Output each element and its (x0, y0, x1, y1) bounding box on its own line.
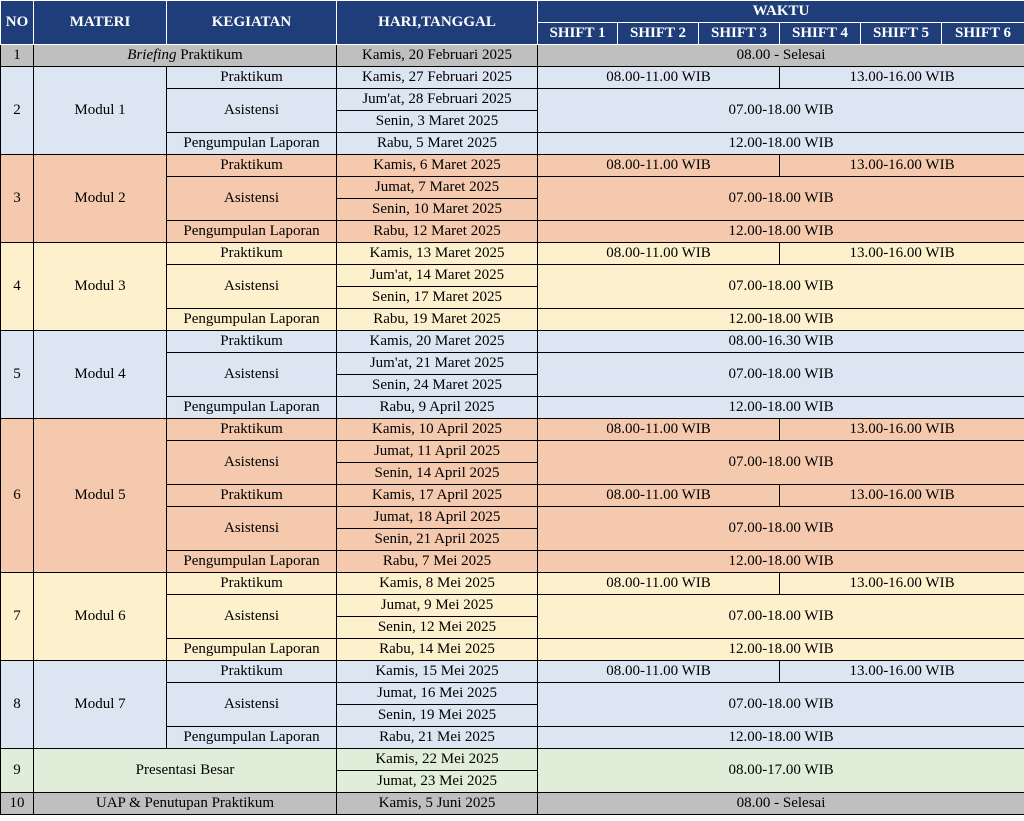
date-cell: Senin, 17 Maret 2025 (337, 287, 538, 309)
time-cell-morning: 08.00-11.00 WIB (538, 485, 780, 507)
kegiatan-cell: Asistensi (167, 265, 337, 309)
table-row (1, 67, 1024, 89)
materi-cell: Modul 6 (34, 573, 167, 661)
date-cell: Senin, 19 Mei 2025 (337, 705, 538, 727)
date-cell: Jum'at, 14 Maret 2025 (337, 265, 538, 287)
table-header (1, 1, 1024, 45)
date-cell: Jumat, 23 Mei 2025 (337, 771, 538, 793)
table-body (1, 45, 1024, 815)
materi-cell: Modul 5 (34, 419, 167, 573)
time-cell-morning: 08.00-11.00 WIB (538, 243, 780, 265)
date-cell: Senin, 24 Maret 2025 (337, 375, 538, 397)
date-cell: Kamis, 27 Februari 2025 (337, 67, 538, 89)
date-cell: Kamis, 13 Maret 2025 (337, 243, 538, 265)
date-cell: Kamis, 6 Maret 2025 (337, 155, 538, 177)
date-cell: Jumat, 16 Mei 2025 (337, 683, 538, 705)
materi-cell (34, 45, 337, 67)
time-cell: 07.00-18.00 WIB (538, 265, 1024, 309)
col-header-shift-2: SHIFT 2 (618, 23, 699, 45)
table-row (1, 155, 1024, 177)
date-cell: Jum'at, 21 Maret 2025 (337, 353, 538, 375)
kegiatan-cell: Asistensi (167, 89, 337, 133)
row-number: 8 (1, 661, 34, 749)
kegiatan-cell: Pengumpulan Laporan (167, 397, 337, 419)
time-cell: 07.00-18.00 WIB (538, 353, 1024, 397)
date-cell: Rabu, 21 Mei 2025 (337, 727, 538, 749)
kegiatan-cell: Praktikum (167, 331, 337, 353)
date-cell: Kamis, 5 Juni 2025 (337, 793, 538, 815)
table-row (1, 419, 1024, 441)
date-cell: Jum'at, 28 Februari 2025 (337, 89, 538, 111)
time-cell: 07.00-18.00 WIB (538, 441, 1024, 485)
date-cell: Rabu, 5 Maret 2025 (337, 133, 538, 155)
row-number: 3 (1, 155, 34, 243)
kegiatan-cell: Pengumpulan Laporan (167, 221, 337, 243)
date-cell: Jumat, 9 Mei 2025 (337, 595, 538, 617)
time-cell: 08.00-16.30 WIB (538, 331, 1024, 353)
time-cell-morning: 08.00-11.00 WIB (538, 155, 780, 177)
table-row (1, 793, 1024, 815)
col-header-shift-6: SHIFT 6 (942, 23, 1024, 45)
date-cell: Kamis, 17 April 2025 (337, 485, 538, 507)
kegiatan-cell: Praktikum (167, 661, 337, 683)
col-header-hari-tanggal: HARI,TANGGAL (337, 1, 538, 45)
kegiatan-cell: Asistensi (167, 441, 337, 485)
kegiatan-cell: Praktikum (167, 67, 337, 89)
kegiatan-cell: Asistensi (167, 177, 337, 221)
materi-cell: Modul 4 (34, 331, 167, 419)
kegiatan-cell: Praktikum (167, 243, 337, 265)
col-header-shift-3: SHIFT 3 (699, 23, 780, 45)
date-cell: Kamis, 10 April 2025 (337, 419, 538, 441)
materi-cell: Modul 7 (34, 661, 167, 749)
time-cell-morning: 08.00-11.00 WIB (538, 67, 780, 89)
table-row (1, 331, 1024, 353)
date-cell: Kamis, 15 Mei 2025 (337, 661, 538, 683)
materi-italic-label: Briefing (127, 47, 177, 63)
time-cell: 12.00-18.00 WIB (538, 397, 1024, 419)
time-cell-afternoon: 13.00-16.00 WIB (780, 155, 1024, 177)
table-row (1, 749, 1024, 771)
col-header-shift-5: SHIFT 5 (861, 23, 942, 45)
col-header-no: NO (1, 1, 34, 45)
row-number: 4 (1, 243, 34, 331)
kegiatan-cell: Praktikum (167, 485, 337, 507)
kegiatan-cell: Asistensi (167, 353, 337, 397)
kegiatan-cell: Pengumpulan Laporan (167, 639, 337, 661)
col-header-shift-1: SHIFT 1 (538, 23, 618, 45)
kegiatan-cell: Pengumpulan Laporan (167, 727, 337, 749)
time-cell-afternoon: 13.00-16.00 WIB (780, 243, 1024, 265)
materi-cell: UAP & Penutupan Praktikum (34, 793, 337, 815)
time-cell: 08.00 - Selesai (538, 45, 1024, 67)
table-row (1, 573, 1024, 595)
row-number: 2 (1, 67, 34, 155)
time-cell: 07.00-18.00 WIB (538, 89, 1024, 133)
time-cell-afternoon: 13.00-16.00 WIB (780, 573, 1024, 595)
materi-cell: Modul 1 (34, 67, 167, 155)
time-cell: 08.00-17.00 WIB (538, 749, 1024, 793)
time-cell-afternoon: 13.00-16.00 WIB (780, 419, 1024, 441)
date-cell: Senin, 14 April 2025 (337, 463, 538, 485)
date-cell: Rabu, 9 April 2025 (337, 397, 538, 419)
row-number: 5 (1, 331, 34, 419)
kegiatan-cell: Asistensi (167, 595, 337, 639)
row-number: 7 (1, 573, 34, 661)
time-cell: 07.00-18.00 WIB (538, 507, 1024, 551)
date-cell: Rabu, 12 Maret 2025 (337, 221, 538, 243)
kegiatan-cell: Pengumpulan Laporan (167, 133, 337, 155)
kegiatan-cell: Pengumpulan Laporan (167, 309, 337, 331)
time-cell-morning: 08.00-11.00 WIB (538, 661, 780, 683)
date-cell: Kamis, 20 Maret 2025 (337, 331, 538, 353)
date-cell: Jumat, 11 April 2025 (337, 441, 538, 463)
time-cell-afternoon: 13.00-16.00 WIB (780, 67, 1024, 89)
materi-cell: Modul 2 (34, 155, 167, 243)
time-cell: 12.00-18.00 WIB (538, 133, 1024, 155)
kegiatan-cell: Asistensi (167, 507, 337, 551)
col-header-waktu: WAKTU (538, 1, 1024, 23)
time-cell-afternoon: 13.00-16.00 WIB (780, 485, 1024, 507)
time-cell: 12.00-18.00 WIB (538, 727, 1024, 749)
time-cell: 08.00 - Selesai (538, 793, 1024, 815)
row-number: 9 (1, 749, 34, 793)
row-number: 6 (1, 419, 34, 573)
date-cell: Kamis, 22 Mei 2025 (337, 749, 538, 771)
kegiatan-cell: Praktikum (167, 419, 337, 441)
row-number: 10 (1, 793, 34, 815)
date-cell: Rabu, 14 Mei 2025 (337, 639, 538, 661)
kegiatan-cell: Asistensi (167, 683, 337, 727)
date-cell: Kamis, 8 Mei 2025 (337, 573, 538, 595)
time-cell: 07.00-18.00 WIB (538, 177, 1024, 221)
date-cell: Rabu, 19 Maret 2025 (337, 309, 538, 331)
date-cell: Kamis, 20 Februari 2025 (337, 45, 538, 67)
date-cell: Senin, 12 Mei 2025 (337, 617, 538, 639)
time-cell: 12.00-18.00 WIB (538, 551, 1024, 573)
time-cell-afternoon: 13.00-16.00 WIB (780, 661, 1024, 683)
table-row (1, 45, 1024, 67)
time-cell: 07.00-18.00 WIB (538, 595, 1024, 639)
materi-cell: Modul 3 (34, 243, 167, 331)
col-header-kegiatan: KEGIATAN (167, 1, 337, 45)
date-cell: Rabu, 7 Mei 2025 (337, 551, 538, 573)
table-row (1, 661, 1024, 683)
date-cell: Senin, 10 Maret 2025 (337, 199, 538, 221)
date-cell: Senin, 21 April 2025 (337, 529, 538, 551)
materi-label: Praktikum (176, 47, 243, 63)
time-cell: 12.00-18.00 WIB (538, 221, 1024, 243)
time-cell: 07.00-18.00 WIB (538, 683, 1024, 727)
col-header-materi: MATERI (34, 1, 167, 45)
date-cell: Senin, 3 Maret 2025 (337, 111, 538, 133)
date-cell: Jumat, 18 April 2025 (337, 507, 538, 529)
kegiatan-cell: Pengumpulan Laporan (167, 551, 337, 573)
kegiatan-cell: Praktikum (167, 573, 337, 595)
table-row (1, 243, 1024, 265)
date-cell: Jumat, 7 Maret 2025 (337, 177, 538, 199)
materi-cell: Presentasi Besar (34, 749, 337, 793)
time-cell: 12.00-18.00 WIB (538, 639, 1024, 661)
time-cell-morning: 08.00-11.00 WIB (538, 419, 780, 441)
col-header-shift-4: SHIFT 4 (780, 23, 861, 45)
row-number: 1 (1, 45, 34, 67)
kegiatan-cell: Praktikum (167, 155, 337, 177)
time-cell: 12.00-18.00 WIB (538, 309, 1024, 331)
time-cell-morning: 08.00-11.00 WIB (538, 573, 780, 595)
